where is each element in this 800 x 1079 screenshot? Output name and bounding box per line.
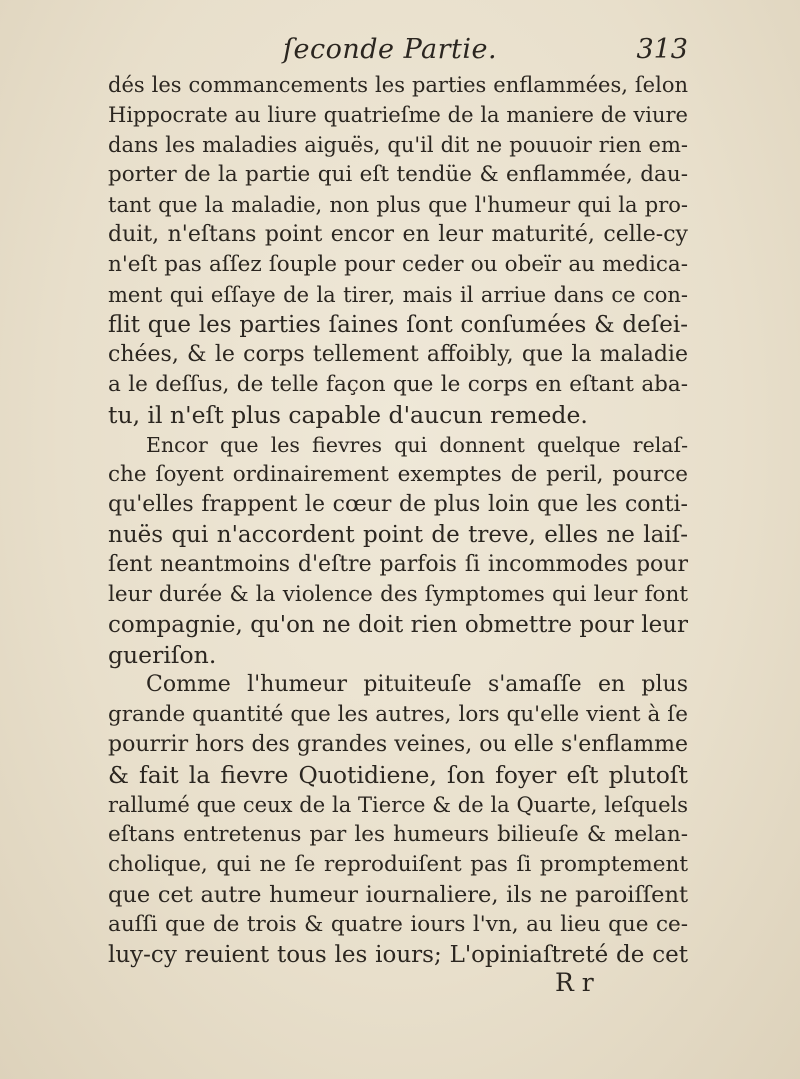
- text-line: a le deſſus, de telle façon que le corps en eſtant aba-: [108, 372, 688, 397]
- text-line: cholique, qui ne ſe reproduiſent pas ſi promptement: [108, 852, 688, 877]
- text-line: Hippocrate au liure quatrieſme de la maniere de viure: [108, 103, 688, 127]
- text-line: tant que la maladie, non plus que l'humeur qui la pro-: [108, 193, 688, 217]
- text-line: rallumé que ceux de la Tierce & de la Quarte, leſquels: [108, 793, 688, 817]
- text-line: che ſoyent ordinairement exemptes de peril, pource: [108, 462, 688, 487]
- text-line: ſent neantmoins d'eſtre parfois ſi incommodes pour: [108, 552, 688, 577]
- text-line: dés les commancements les parties enflammées, ſelon: [108, 73, 688, 97]
- text-line: & fait la fievre Quotidiene, ſon foyer eſt plutoſt: [108, 761, 688, 789]
- text-line: auſſi que de trois & quatre iours l'vn, au lieu que ce-: [108, 912, 688, 937]
- running-title: ſeconde Partie.: [283, 34, 498, 65]
- text-line: eſtans entretenus par les humeurs bilieuſe & melan-: [108, 822, 688, 847]
- text-line: que cet autre humeur iournaliere, ils ne paroiſſent: [108, 882, 688, 908]
- text-line: flit que les parties ſaines ſont conſumées & deſei-: [108, 312, 688, 338]
- text-line: Comme l'humeur pituiteuſe s'amaſſe en plus: [146, 672, 688, 697]
- text-line: gueriſon.: [108, 641, 217, 669]
- text-line: nuës qui n'accordent point de treve, elles ne laiſ-: [108, 522, 688, 548]
- page-number: 313: [636, 34, 688, 65]
- text-line: n'eſt pas aſſez ſouple pour ceder ou obeïr au medica-: [108, 252, 688, 277]
- signature-mark: R r: [555, 968, 594, 997]
- text-line: dans les maladies aiguës, qu'il dit ne pouuoir rien em-: [108, 133, 688, 157]
- text-line: tu, il n'eſt plus capable d'aucun remede.: [108, 401, 588, 429]
- page-header: [108, 30, 688, 70]
- text-line: Encor que les fievres qui donnent quelque relaſ-: [146, 433, 688, 457]
- text-line: ment qui eſſaye de la tirer, mais il arriue dans ce con-: [108, 283, 688, 307]
- text-line: leur durée & la violence des ſymptomes qui leur font: [108, 582, 688, 607]
- text-line: duit, n'eſtans point encor en leur maturité, celle-cy: [108, 222, 688, 247]
- text-line: pourrir hors des grandes veines, ou elle s'enflamme: [108, 732, 688, 757]
- body-text: [108, 70, 688, 970]
- text-line: grande quantité que les autres, lors qu'elle vient à ſe: [108, 702, 688, 727]
- text-line: chées, & le corps tellement affoibly, que la maladie: [108, 342, 688, 367]
- text-line: luy-cy reuient tous les iours; L'opiniaſtreté de cet: [108, 942, 688, 968]
- text-line: porter de la partie qui eſt tendüe & enflammée, dau-: [108, 162, 688, 187]
- text-line: qu'elles frappent le cœur de plus loin que les conti-: [108, 492, 688, 517]
- text-line: compagnie, qu'on ne doit rien obmettre pour leur: [108, 612, 688, 638]
